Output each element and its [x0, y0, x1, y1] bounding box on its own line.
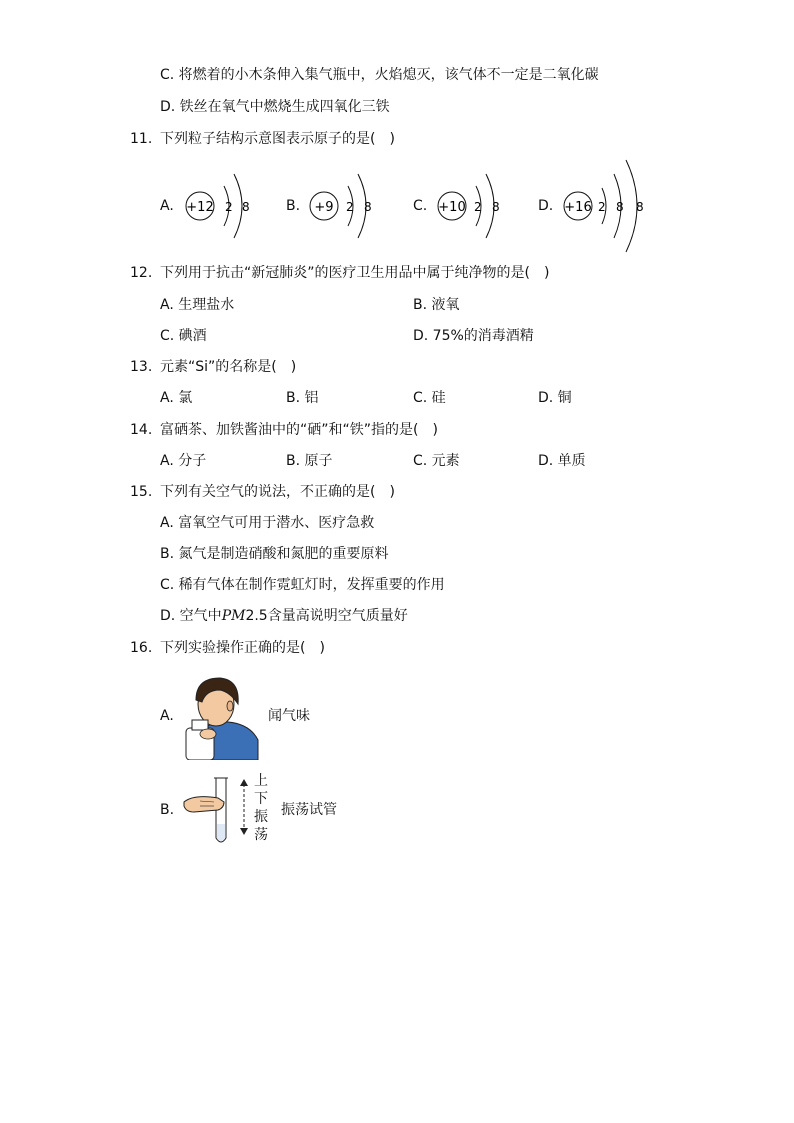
arrow-text-1: 上 [254, 773, 268, 789]
q12-option-d: D. 75%的消毒酒精 [413, 328, 534, 344]
q16-option-b-label: B. [160, 802, 175, 818]
q15-stem: 下列有关空气的说法，不正确的是( ) [160, 484, 395, 500]
q16-option-a-caption: 闻气味 [268, 708, 310, 724]
shell-electrons-1: 2 [346, 200, 354, 214]
q15-option-c: C. 稀有气体在制作霓虹灯时，发挥重要的作用 [160, 577, 445, 593]
up-down-arrow-icon [238, 778, 250, 836]
q16-stem: 下列实验操作正确的是( ) [160, 640, 325, 656]
q14-option-c: C. 元素 [413, 453, 460, 469]
q14-option-a: A. 分子 [160, 453, 207, 469]
q11-option-d-label: D. [538, 198, 554, 214]
q11-option-b-label: B. [286, 198, 301, 214]
q14-stem: 富硒茶、加铁酱油中的“硒”和“铁”指的是( ) [160, 422, 438, 438]
q15-option-d [160, 606, 408, 626]
q13-option-b: B. 铝 [286, 390, 319, 406]
q12-number: 12. [130, 265, 153, 281]
q11-atom-b-diagram [304, 168, 384, 244]
q15-option-b: B. 氮气是制造硝酸和氮肥的重要原料 [160, 546, 389, 562]
q13-number: 13. [130, 359, 153, 375]
arrow-text-3: 振 [254, 809, 268, 825]
shell-electrons-2: 8 [492, 200, 500, 214]
prev-option-d: D. 铁丝在氧气中燃烧生成四氧化三铁 [160, 99, 390, 115]
q13-option-c: C. 硅 [413, 390, 446, 406]
q11-option-a-label: A. [160, 198, 174, 214]
smelling-person-illustration [180, 670, 260, 760]
nucleus-charge: +9 [314, 200, 334, 215]
q14-option-b: B. 原子 [286, 453, 333, 469]
q13-stem: 元素“Si”的名称是( ) [160, 359, 297, 375]
q11-atom-a-diagram [180, 168, 260, 244]
q12-option-c: C. 碘酒 [160, 328, 207, 344]
q14-option-d: D. 单质 [538, 453, 586, 469]
up-down-shake-label [254, 772, 270, 844]
q11-atom-d-diagram [558, 156, 654, 256]
q15-option-d-pm: PM [221, 608, 246, 624]
prev-option-c: C. 将燃着的小木条伸入集气瓶中，火焰熄灭，该气体不一定是二氧化碳 [160, 67, 599, 83]
q12-option-a: A. 生理盐水 [160, 297, 235, 313]
q11-number: 11. [130, 131, 153, 147]
q11-option-c-label: C. [413, 198, 428, 214]
test-tube-shaking-illustration [180, 772, 240, 848]
q15-option-a: A. 富氧空气可用于潜水、医疗急救 [160, 515, 375, 531]
q13-option-a: A. 氯 [160, 390, 193, 406]
q16-number: 16. [130, 640, 153, 656]
shell-electrons-2: 8 [364, 200, 372, 214]
q16-option-a-label: A. [160, 708, 174, 724]
q12-stem: 下列用于抗击“新冠肺炎”的医疗卫生用品中属于纯净物的是( ) [160, 265, 550, 281]
q15-number: 15. [130, 484, 153, 500]
q11-stem: 下列粒子结构示意图表示原子的是( ) [160, 131, 395, 147]
q15-option-d-suffix: 2.5含量高说明空气质量好 [245, 608, 408, 624]
q15-option-d-prefix: D. 空气中 [160, 608, 222, 624]
shell-electrons-1: 2 [598, 200, 606, 214]
arrow-text-2: 下 [254, 791, 268, 807]
q14-number: 14. [130, 422, 153, 438]
nucleus-charge: +12 [186, 200, 214, 215]
q16-option-b-caption: 振荡试管 [281, 802, 337, 818]
q12-option-b: B. 液氧 [413, 297, 460, 313]
nucleus-charge: +10 [438, 200, 466, 215]
q13-option-d: D. 铜 [538, 390, 572, 406]
q11-atom-c-diagram [432, 168, 512, 244]
shell-electrons-2: 8 [242, 200, 250, 214]
shell-electrons-1: 2 [225, 200, 233, 214]
shell-arc-2 [234, 174, 242, 238]
shell-electrons-3: 8 [636, 200, 644, 214]
nucleus-charge: +16 [564, 200, 592, 215]
shell-electrons-2: 8 [616, 200, 624, 214]
shell-electrons-1: 2 [474, 200, 482, 214]
arrow-text-4: 荡 [254, 827, 268, 843]
